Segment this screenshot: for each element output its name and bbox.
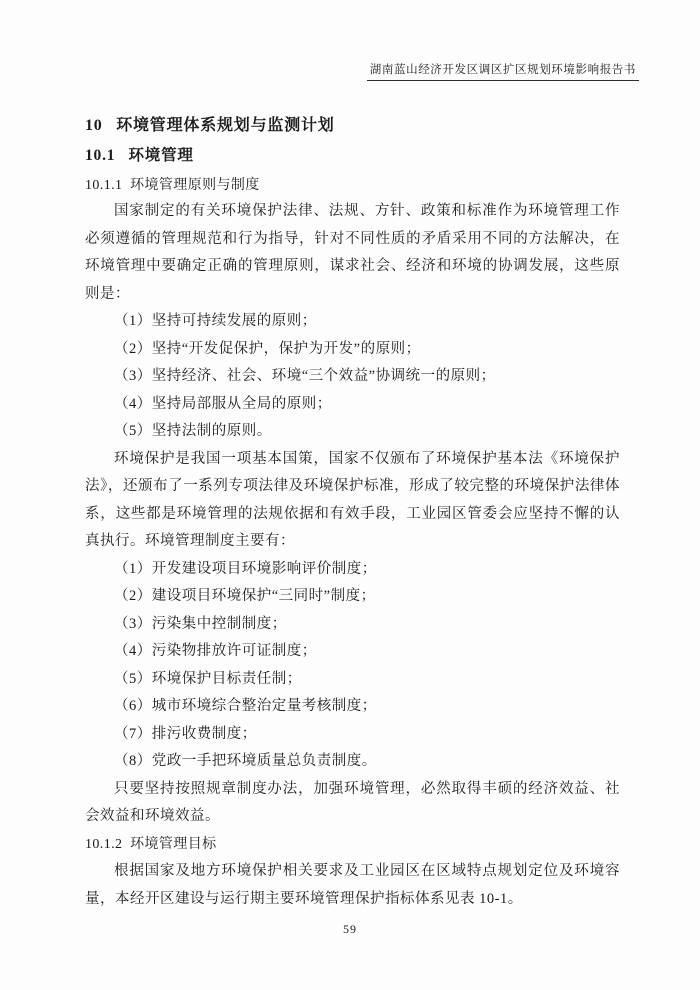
paragraph-benefits: 只要坚持按照规章制度办法，加强环境管理，必然取得丰硕的经济效益、社会效益和环境效益。 bbox=[85, 780, 620, 824]
list-item: （5）环境保护目标责任制； bbox=[114, 670, 302, 687]
paragraph-goals: 根据国家及地方环境保护相关要求及工业园区在区域特点规划定位及环境容量，本经开区建设与运行期主要环境管理保护指标体系见表 10-1。 bbox=[85, 863, 620, 907]
paragraph-management-norms: 国家制定的有关环境保护法律、法规、方针、政策和标准作为环境管理工作必须遵循的管理规范和行为指导，针对不同性质的矛盾采用不同的方法解决，在环境管理中要确定正确的管理原则，谋求社会、经济和环境的协调发展，这些原则是： bbox=[85, 203, 620, 302]
chapter-heading bbox=[85, 114, 620, 138]
subsection-heading-goals bbox=[85, 831, 620, 859]
list-item: （1）坚持可持续发展的原则； bbox=[114, 313, 317, 329]
page-header bbox=[367, 60, 639, 81]
list-item: （3）污染集中控制制度； bbox=[114, 615, 287, 632]
list-item: （2）建设项目环境保护“三同时”制度； bbox=[114, 588, 376, 604]
subsection-title: 环境管理目标 bbox=[130, 836, 217, 852]
list-item: （6）城市环境综合整治定量考核制度； bbox=[114, 698, 377, 714]
subsection-heading-principles bbox=[85, 174, 620, 198]
management-systems-list bbox=[85, 556, 620, 776]
section-number: 10.1 bbox=[85, 147, 116, 164]
list-item: （1）开发建设项目环境影响评价制度； bbox=[114, 560, 377, 577]
page-footer bbox=[0, 920, 700, 938]
subsection-number: 10.1.1 bbox=[85, 178, 123, 193]
list-item: （5）坚持法制的原则。 bbox=[114, 423, 272, 439]
list-item: （4）污染物排放许可证制度； bbox=[114, 643, 317, 659]
list-item: （3）坚持经济、社会、环境“三个效益”协调统一的原则； bbox=[114, 368, 496, 384]
paragraph-legal-system: 环境保护是我国一项基本国策，国家不仅颁布了环境保护基本法《环境保护法》，还颁布了一系列专项法律及环境保护标准，形成了较完整的环境保护法律体系，这些都是环境管理的法规依据和有效手段，工业园区管委会应坚持不懈的认真执行。环境管理制度主要有： bbox=[85, 450, 620, 549]
list-item: （7）排污收费制度； bbox=[114, 725, 257, 742]
principles-list bbox=[85, 308, 620, 446]
document-content bbox=[85, 98, 620, 913]
chapter-number: 10 bbox=[85, 117, 103, 134]
subsection-number: 10.1.2 bbox=[85, 836, 123, 852]
report-title-header: 湖南蓝山经济开发区调区扩区规划环境影响报告书 bbox=[367, 61, 639, 81]
section-title: 环境管理 bbox=[128, 147, 194, 164]
list-item: （2）坚持“开发促保护，保护为开发”的原则； bbox=[114, 340, 421, 357]
list-item: （4）坚持局部服从全局的原则； bbox=[114, 395, 332, 412]
subsection-title: 环境管理原则与制度 bbox=[130, 178, 260, 193]
page-number: 59 bbox=[343, 922, 357, 936]
chapter-title: 环境管理体系规划与监测计划 bbox=[116, 117, 335, 134]
list-item: （8）党政一手把环境质量总负责制度。 bbox=[114, 753, 377, 769]
section-heading bbox=[85, 144, 620, 168]
